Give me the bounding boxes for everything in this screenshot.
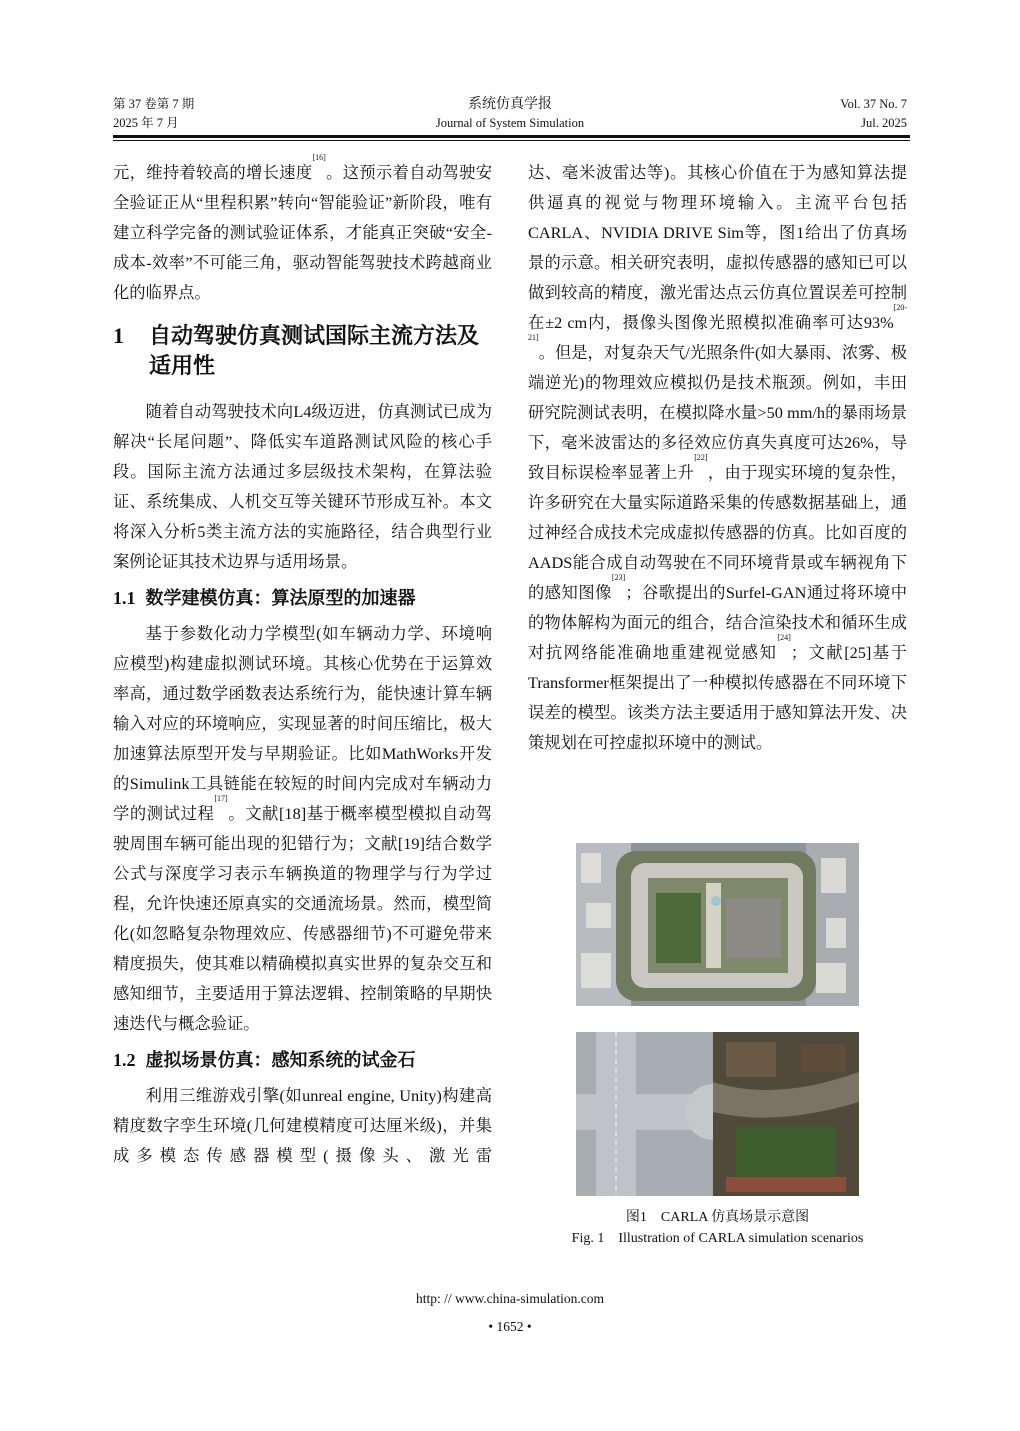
text-run: 。但是，对复杂天气/光照条件(如大暴雨、浓雾、极端逆光)的物理效应模拟仍是技术瓶颈。例如，丰田研究院测试表明，在模拟降水量>50 mm/h的暴雨场景下，毫米波雷达的多径效应仿真失真度可达26%，导致目标误检率显著上升 <box>528 343 907 482</box>
text-run: 达、毫米波雷达等)。其核心价值在于为感知算法提供逼真的视觉与物理环境输入。主流平台包括CARLA、NVIDIA DRIVE Sim等，图1给出了仿真场景的示意。相关研究表明，虚拟传感器的感知已可以做到较高的精度，激光雷达点云仿真位置误差可控制在±2 cm内，摄像头图像光照模拟准确率可达93% <box>528 163 907 332</box>
left-column <box>113 153 492 1171</box>
right-column <box>528 158 907 758</box>
section-title: 虚拟场景仿真：感知系统的试金石 <box>145 1050 416 1070</box>
figure-caption-en: Fig. 1 Illustration of CARLA simulation scenarios <box>571 1231 864 1246</box>
citation-ref[interactable]: [24] <box>777 633 791 642</box>
text-run: 。文献[18]基于概率模型模拟自动驾驶周围车辆可能出现的犯错行为；文献[19]结合数学公式与深度学习表示车辆换道的物理学与行为学过程，允许快速还原真实的交通流场景。然而，模型简化(如忽略复杂物理效应、传感器细节)不可避免带来精度损失，使其难以精确模拟真实世界的复杂交互和感知细节，主要适用于算法逻辑、控制策略的早期快速迭代与概念验证。 <box>113 804 492 1033</box>
text-run: 利用三维游戏引擎(如unreal engine, Unity)构建高精度数字孪生环境(几何建模精度可达厘米级)，并集成多模态传感器模型(摄像头、激光雷 <box>113 1086 492 1165</box>
journal-title-en: Journal of System Simulation <box>435 116 585 130</box>
figure-carla-intersection <box>576 1032 859 1196</box>
text-run: ；文献[25]基于Transformer框架提出了一种模拟传感器在不同环境下误差的模型。该类方法主要适用于感知算法开发、决策规划在可控虚拟环境中的测试。 <box>528 643 907 752</box>
paragraph <box>528 158 907 758</box>
citation-ref[interactable]: [16] <box>312 153 326 162</box>
text-run: ，由于现实环境的复杂性，许多研究在大量实际道路采集的传感数据基础上，通过神经合成技术完成虚拟传感器的仿真。比如百度的AADS能合成自动驾驶在不同环境背景或车辆视角下的感知图像 <box>528 463 907 602</box>
date-en: Jul. 2025 <box>861 116 907 130</box>
header-rule-thin <box>113 140 910 141</box>
journal-issue-en <box>840 95 907 133</box>
section-number: 1 <box>113 323 124 348</box>
section-number: 1.2 <box>113 1050 136 1070</box>
section-heading-1 <box>113 321 492 381</box>
journal-issue <box>113 95 194 133</box>
footer-url[interactable]: http: // www.china-simulation.com <box>415 1291 605 1306</box>
date-cn: 2025 年 7 月 <box>113 116 179 130</box>
text-run: 基于参数化动力学模型(如车辆动力学、环境响应模型)构建虚拟测试环境。其核心优势在于运算效率高，通过数学函数表达系统行为，能快速计算车辆输入对应的环境响应，实现显著的时间压缩比，极大加速算法原型开发与早期验证。比如MathWorks开发的Simulink工具链能在较短的时间内完成对车辆动力学的测试过程 <box>113 624 492 823</box>
section-title: 自动驾驶仿真测试国际主流方法及适用性 <box>149 323 480 378</box>
text-run: ；谷歌提出的Surfel-GAN通过将环境中的物体解构为面元的组合，结合渲染技术和循环生成对抗网络能准确地重建视觉感知 <box>528 583 907 662</box>
paragraph <box>113 619 492 1039</box>
journal-title-cn: 系统仿真学报 <box>468 97 552 112</box>
figure-carla-aerial-city <box>576 843 859 1006</box>
section-number: 1.1 <box>113 588 136 608</box>
header-rule-thick <box>113 135 910 138</box>
citation-ref[interactable]: [17] <box>214 794 228 803</box>
paragraph <box>113 153 492 308</box>
text-run: 。这预示着自动驾驶安全验证正从“里程积累”转向“智能验证”新阶段，唯有建立科学完备的测试验证体系，才能真正突破“安全-成本-效率”不可能三角，驱动智能驾驶技术跨越商业化的临界点。 <box>113 163 492 302</box>
paragraph <box>113 397 492 577</box>
volume-issue-cn: 第 37 卷第 7 期 <box>113 97 195 111</box>
section-title: 数学建模仿真：算法原型的加速器 <box>145 588 416 608</box>
text-run: 元，维持着较高的增长速度 <box>113 163 313 182</box>
citation-ref[interactable]: [23] <box>611 573 626 582</box>
journal-title <box>300 95 720 133</box>
text-run: 随着自动驾驶技术向L4级迈进，仿真测试已成为解决“长尾问题”、降低实车道路测试风险的核心手段。国际主流方法通过多层级技术架构，在算法验证、系统集成、人机交互等关键环节形成互补。本文将深入分析5类主流方法的实施路径，结合典型行业案例论证其技术边界与适用场景。 <box>113 402 492 571</box>
page-number: • 1652 • <box>488 1319 532 1334</box>
section-heading-1-1 <box>113 583 492 613</box>
figure-caption-cn: 图1 CARLA 仿真场景示意图 <box>625 1210 810 1225</box>
citation-ref[interactable]: [20-21] <box>528 303 907 342</box>
citation-ref[interactable]: [22] <box>694 453 708 462</box>
paragraph <box>113 1081 492 1171</box>
volume-issue-en: Vol. 37 No. 7 <box>840 97 907 111</box>
section-heading-1-2 <box>113 1045 492 1075</box>
